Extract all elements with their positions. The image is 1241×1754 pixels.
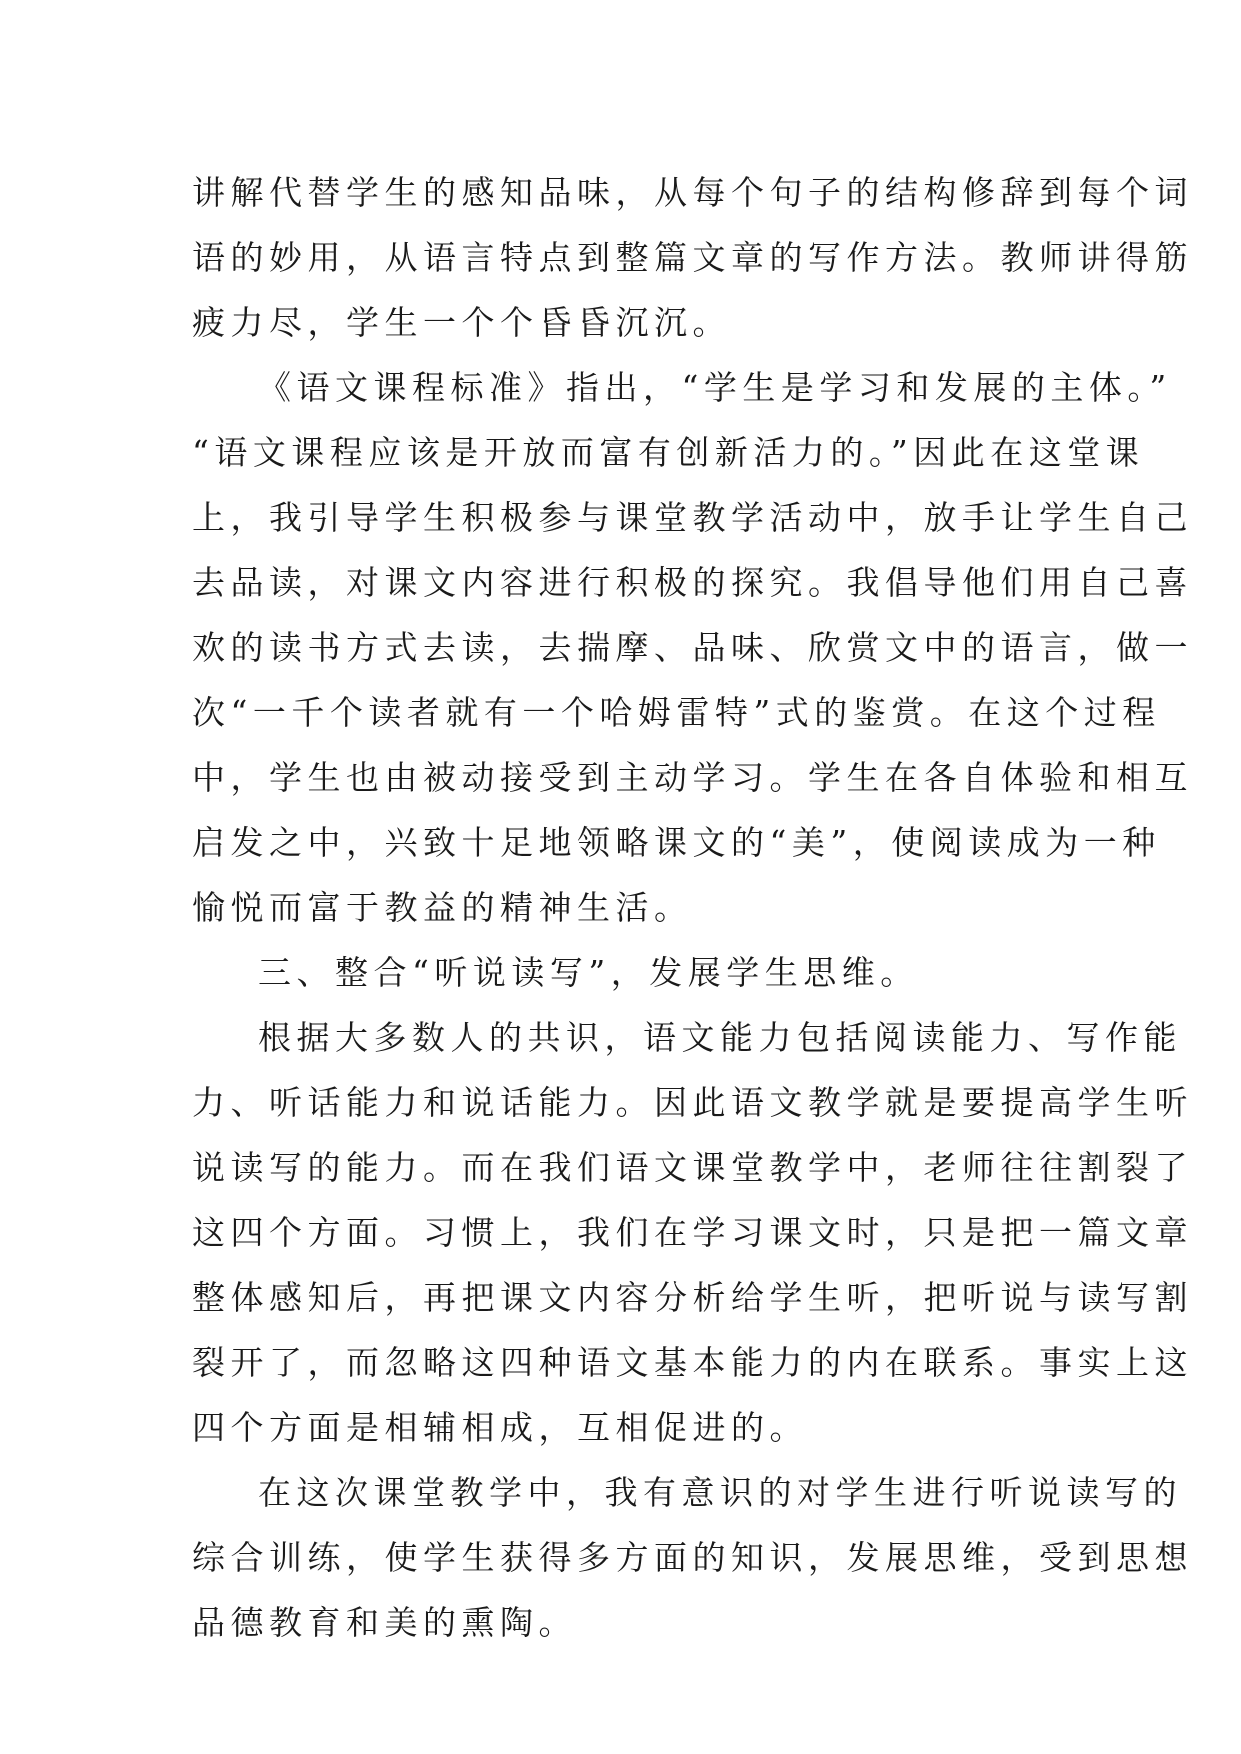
text-line-16: 说读写的能力。而在我们语文课堂教学中，老师往往割裂了: [192, 1148, 1193, 1187]
text-line-5: “语文课程应该是开放而富有创新活力的。”因此在这堂课: [192, 433, 1145, 472]
text-line-11: 启发之中，兴致十足地领略课文的“美”，使阅读成为一种: [192, 823, 1161, 862]
text-line-21: 在这次课堂教学中，我有意识的对学生进行听说读写的: [258, 1473, 1182, 1512]
text-line-18: 整体感知后，再把课文内容分析给学生听，把听说与读写割: [192, 1278, 1193, 1317]
document-body: [192, 160, 1193, 1655]
text-line-19: 裂开了，而忽略这四种语文基本能力的内在联系。事实上这: [192, 1343, 1193, 1382]
text-line-10: 中，学生也由被动接受到主动学习。学生在各自体验和相互: [192, 758, 1193, 797]
text-line-8: 欢的读书方式去读，去揣摩、品味、欣赏文中的语言，做一: [192, 628, 1193, 667]
text-line-22: 综合训练，使学生获得多方面的知识，发展思维，受到思想: [192, 1538, 1193, 1577]
text-line-9: 次“一千个读者就有一个哈姆雷特”式的鉴赏。在这个过程: [192, 693, 1161, 732]
text-line-23: 品德教育和美的熏陶。: [192, 1603, 577, 1642]
text-line-17: 这四个方面。习惯上，我们在学习课文时，只是把一篇文章: [192, 1213, 1193, 1252]
text-line-14: 根据大多数人的共识，语文能力包括阅读能力、写作能: [258, 1018, 1182, 1057]
text-line-20: 四个方面是相辅相成，互相促进的。: [192, 1408, 808, 1447]
text-line-1: 讲解代替学生的感知品味，从每个句子的结构修辞到每个词: [192, 173, 1193, 212]
section-heading: 三、整合“听说读写”，发展学生思维。: [258, 953, 919, 992]
text-line-2: 语的妙用，从语言特点到整篇文章的写作方法。教师讲得筋: [192, 238, 1193, 277]
text-line-12: 愉悦而富于教益的精神生活。: [192, 888, 693, 927]
text-line-4: 《语文课程标准》指出，“学生是学习和发展的主体。”: [258, 368, 1172, 407]
text-line-7: 去品读，对课文内容进行积极的探究。我倡导他们用自己喜: [192, 563, 1193, 602]
text-line-15: 力、听话能力和说话能力。因此语文教学就是要提高学生听: [192, 1083, 1193, 1122]
text-line-3: 疲力尽，学生一个个昏昏沉沉。: [192, 303, 731, 342]
text-line-6: 上，我引导学生积极参与课堂教学活动中，放手让学生自己: [192, 498, 1193, 537]
